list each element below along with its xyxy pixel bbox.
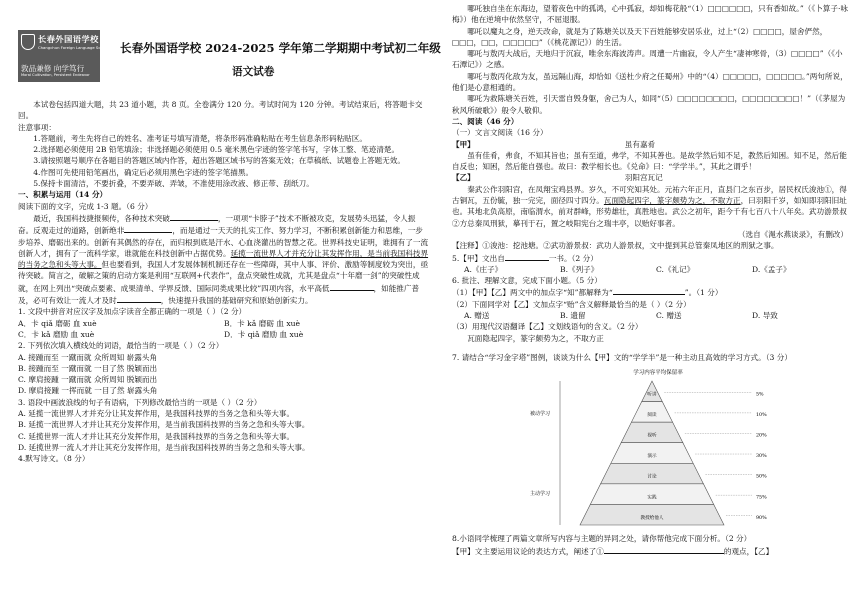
question-6-3: （3）用现代汉语翻译【乙】文划线语句的含义。（2 分） (452, 322, 643, 332)
pyramid-level-pct: 10% (756, 413, 767, 419)
section1-heading: 一、积累与运用（14 分） (18, 190, 108, 200)
pyramid-level-pct: 50% (756, 474, 767, 480)
question-1-options: A．卡 qiǎ 磨砺 血 xuè B．卡 kǎ 磨砺 血 xuè (18, 318, 300, 328)
pyramid-level-label: 讨论 (647, 474, 657, 480)
pyramid-side-bottom: 主动学习 (529, 491, 551, 498)
passage-yi-header: 【乙】 羽阳宫瓦记 (452, 173, 663, 183)
right-column (452, 3, 848, 557)
pyramid-level-label: 演示 (647, 454, 657, 460)
notice-2: 2.选择题必须使用 2B 铅笔填涂；非选择题必须使用 0.5 毫米黑色字迹的签字笔书写，字体工整、笔迹清楚。 (33, 145, 400, 155)
section1-lead: 阅读下面的文字，完成 1-3 题。（6 分） (18, 201, 153, 211)
q3-option-a: A. 延揽一流世界人才并充分让其发挥作用，是我国科技界的当务之急和头等大事。 (18, 409, 295, 419)
question-7: 7. 请结合“学习金字塔”图例，谈谈为什么【甲】文的“学学半”是一种主动且高效的学习方式。（3 分） (452, 352, 792, 362)
logo-motto: 敦品兼修 向学笃行 (21, 64, 85, 73)
pyramid-level (642, 381, 663, 402)
pyramid-title: 学习内容平均保留率 (633, 370, 683, 377)
q2-option-d: D. 摩肩接踵 一挥而就 一目了然 崭露头角 (18, 386, 158, 396)
notice-1: 1.答题前，考生先将自己的姓名、准考证号填写清楚，将条形码准确粘贴在考生信息条形码粘贴区。 (33, 133, 367, 143)
recite-1: 哪吒独自坐在东海边，望着夜色中的孤鸿，心中孤寂，却如梅花般“（1）□□□□□□，只有香如故。”（《卜算子·咏梅》）他在逆境中依然坚守，不屈退服。 (452, 4, 848, 25)
logo-sub: Changchun Foreign Language School (38, 45, 109, 50)
underlined-sentence: 瓦面隐起四字，篆字颇势为之，不取方正 (603, 196, 741, 206)
question-2: 2. 下列依次填入横线处的词语，最恰当的一项是（ ）（2 分） (18, 341, 224, 351)
pyramid-level-label: 听讲 (647, 392, 657, 398)
q2-option-c: C. 摩肩接踵 一蹴而就 众所周知 脱颖而出 (18, 375, 158, 385)
recite-3: 哪吒与敖丙大战后，天地归于沉寂，唯余东海波涛声。周遭一片幽寂，令人产生“凄神寒骨，（3）□□□□”（《小石潭记》）之感。 (452, 49, 843, 70)
passage-yi: 秦武公作羽阳宫，在凤翔宝鸡县界。岁久，不可究知其处。元祐六年正月，直县门之东百步，居民权氏浚池①，得古铜瓦，五份毓，独一完完，面径四寸四分。瓦面隐起四字，篆字颇势为之，不取方正，曰羽阳千岁，如知即羽阳旧址也。其地北负高原，南临渭水，前对群峰，形势雄壮，真胜地也。武公之初年，距今千有七百八十八年矣。武功游景叔②方总秦凤刑狱，摹刊于石，置之岐阳宪台之瑞丰亭，以贻好事者。 (452, 184, 847, 228)
question-6: 6. 批注、理解文意，完成下面小题。（5 分） (452, 276, 602, 286)
learning-pyramid-svg (452, 365, 848, 533)
question-6-3-sentence: 瓦面隐起四字，篆字颇势为之，不取方正 (467, 333, 604, 343)
pyramid-level (621, 422, 683, 443)
question-8: 8.小语同学梳理了两篇文章所写内容与主题的异同之处，请你帮他完成下面分析。（2 分） (452, 534, 752, 544)
passage-yi-source: （选自《渑水燕谈录》，有删改） (737, 229, 848, 239)
pyramid-side-top: 被动学习 (529, 411, 551, 418)
pyramid-level-pct: 20% (756, 433, 767, 439)
pyramid-level-label: 教授给他人 (640, 516, 664, 522)
notice-3: 3.请按照题号顺序在各题目的答题区域内作答，超出答题区域书写的答案无效；在草稿纸、试题卷上答题无效。 (33, 156, 405, 166)
notice-5: 5.保持卡面清洁，不要折叠，不要弄破、弄皱，不准使用涂改液、修正带、刮纸刀。 (33, 179, 314, 189)
passage: 最近，我国科技捷报频传，各种技术突破 ，一项项“卡脖子”技术不断被攻克，发展势头迅猛，令人振奋。反观走过的道路，创新绝非 ，而是通过一天天的扎实工作、努力学习，不断积累创新能力和思维，一步步培养、磨砺出来的。创新有其偶然的存在，而归根到底是汗水、心血浇灌出的智慧之花。世界科技史证明，谁拥有了一流创新人才，拥有了一流科学家，谁就能在科技创新中占据优势。延揽一流世界人才并充分让其发挥作用，是当前我国科技界的当务之急和头等大事。但也要看到，我国人才发展体制机制还存在一些障碍，其中人事、评价、激励等制度较为突出，亟待突破。简言之，破解之策的启动方案是利用“互联网+代表作”，盘点突破性成就，尤其是盘点“十年磨一剑”的突破性成就，在网上列出“突破点要素、成果清单、学界反馈、国际同类成果比较”四项内容，水平高低 ，如能推广普及，必可有效让一流人才及时 ，快速提升我国的基础研究和原始创新实力。 (18, 213, 429, 306)
notice-4: 4.作图可先使用铅笔画出，确定后必须用黑色字迹的签字笔描黑。 (33, 167, 254, 177)
q3-option-c: C. 延揽世界一流人才并让其充分发挥作用，是我国科技界的当务之急和头等大事。 (18, 431, 295, 441)
pyramid-level-pct: 90% (756, 516, 767, 522)
pyramid-level-label: 实践 (647, 495, 657, 501)
q2-option-a: A. 接踵而至 一蹴而就 众所周知 崭露头角 (18, 352, 158, 362)
logo-name: 长春外国语学校 (38, 34, 99, 44)
recite-2: 哪吒以魔丸之身，逆天改命，就是为了陈塘关以及天下百姓能够安居乐业，过上“（2）□□□□，屋舍俨然，□□□，□□，□□□□□”（《桃花源记》）的生活。 (452, 26, 828, 47)
school-logo (18, 30, 109, 82)
question-6-2-options: A. 赠送 B. 遗留 C. 赠送 D. 导致 (464, 311, 778, 321)
section2-sub: （一）文言文阅读（16 分） (452, 128, 548, 138)
pyramid-level (580, 505, 724, 526)
pyramid-level (601, 463, 704, 484)
pyramid-level-pct: 5% (756, 392, 764, 398)
school-crest-icon (21, 34, 35, 50)
passage-jia: 虽有佳肴，弗食，不知其旨也；虽有至道，弗学，不知其善也。是故学然后知不足，教然后知困。知不足，然后能自反也；知困，然后能自强也。故曰：教学相长也。《兑命》曰：“学学半。”，其此之谓乎！ (452, 150, 847, 172)
question-3: 3. 语段中画波浪线的句子有语病，下列修改最恰当的一项是（ ）（2 分） (18, 397, 262, 407)
question-5-options: A.《庄子》 B.《列子》 C.《礼记》 D.《孟子》 (464, 264, 791, 274)
section2-heading: 二、阅读（46 分） (452, 116, 519, 126)
q3-option-d: D. 延揽世界一流人才并让其充分发挥作用，是当前我国科技界的当务之急和头等大事。 (18, 442, 310, 452)
notes: 【注释】①浚池：挖池塘。②武功游景叔：武功人游景叔，文中提到其总管秦凤地区的刑狱之事。 (452, 241, 779, 251)
notice-title: 注意事项： (18, 122, 56, 132)
recite-5: 哪吒为救陈塘关百姓，引天雷自毁身躯，舍己为人，如同“（5）□□□□□□□□，□□□□□□□□！”（《茅屋为秋风所破歌》）般令人敬仰。 (452, 94, 846, 115)
question-4: 4.默写诗文。（8 分） (18, 454, 90, 464)
intro-text: 本试卷包括四道大题，共 23 道小题，共 8 页。全卷满分 120 分。考试时间为 120 分钟。考试结束后，将答题卡交回。 (18, 100, 423, 121)
pyramid-level-pct: 30% (756, 454, 767, 460)
logo-motto-sub: Moral Cultivation, Persistent Endeavor (21, 73, 90, 77)
wavy-sentence: 延揽一流世界人才并充分让其发挥作用，是当前我国科技界的当务之急和头等大事。 (18, 248, 429, 270)
pyramid-level (590, 484, 713, 505)
recite-4: 哪吒与敖丙化敌为友，虽远隔山海，却恰如《送杜少府之任蜀州》中的“（4）□□□□□，□□□□□。”两句所说，他们是心意相通的。 (452, 71, 848, 93)
q2-option-b: B. 接踵而至 一蹴而就 一目了然 脱颖而出 (18, 363, 158, 373)
question-5: 5.【甲】文出自 一书。（2 分） (452, 253, 598, 263)
exam-title: 长春外国语学校 2024-2025 学年第二学期期中考试初二年级 (120, 41, 441, 55)
pyramid-level-label: 阅读 (647, 413, 657, 419)
exam-subtitle: 语文试卷 (232, 66, 275, 78)
passage-jia-header: 【甲】 虽有嘉肴 (452, 139, 656, 149)
learning-pyramid (452, 365, 848, 533)
q3-option-b: B. 延揽一流世界人才并让其充分发挥作用，是当前我国科技界的当务之急和头等大事。 (18, 420, 310, 430)
question-8-line: 【甲】文主要运用议论的表达方式，阐述了① 的观点，【乙】 (452, 546, 774, 556)
pyramid-level-label: 视听 (647, 433, 657, 439)
question-6-2: （2）下面同学对【乙】文加点字“贻”含义解释最恰当的是（ ）（2 分） (452, 299, 691, 309)
pyramid-level (611, 443, 693, 464)
pyramid-level-pct: 75% (756, 495, 767, 501)
pyramid-level (631, 402, 672, 423)
question-1: 1. 文段中拼音对应汉字及加点字读音全都正确的一项是（ ）（2 分） (18, 307, 247, 317)
left-column: 本试卷包括四道大题，共 23 道小题，共 8 页。全卷满分 120 分。考试时间为 120 分钟。考试结束后，将答题卡交回。 注意事项： 1.答题前，考生先将自己的姓名、准考证号填写清楚，将条形码准确粘贴在考生信息条形码粘贴区。 2.选择题必须使用 2B 铅笔填涂；非选择题必须使用 0.5 毫米黑色字迹的签字笔书写，字体工整、笔迹清楚。 3.请按照题号顺序在各题目的答题区域内作答，超出答题区域书写的答案无效；在草稿纸、试题卷上答题无效。 4.作图可先使用铅笔画出，确定后必须用黑色字迹的签字笔描黑。 5.保持卡面清洁，不要折叠，不要弄破、弄皱，不准使用涂改液、修正带、刮纸刀。 一、积累与运用（14 分） 阅读下面的文字，完成 1-3 题。（6 分） 最近，我国科技捷报频传，各种技术突破 ，一项项“卡脖子”技术不断被攻克，发展势头迅猛，令人振奋。反观走过的道路，创新绝非 ，而是通过一天天的扎实工作、努力学习，不断积累创新能力和思维，一步步培养、磨砺出来的。创新有其偶然的存在，而归根到底是汗水、心血浇灌出的智慧之花。世界科技史证明，谁拥有了一流创新人才，拥有了一流科学家，谁就能在科技创新中占据优势。延揽一流世界人才并充分让其发挥作用，是当前我国科技界的当务之急和头等大事。但也要看到，我国人才发展体制机制还存在一些障碍，其中人事、评价、激励等制度较为突出，亟待突破。简言之，破解之策的启动方案是利用“互联网+代表作”，盘点突破性成就，尤其是盘点“十年磨一剑”的突破性成就，在网上列出“突破点要素、成果清单、学界反馈、国际同类成果比较”四项内容，水平高低 ，如能推广普及，必可有效让一流人才及时 ，快速提升我国的基础研究和原始创新实力。 1. 文段中拼音对应汉字及加点字读音全都正确的一项是（ ）（2 分） A．卡 qiǎ 磨砺 血 xuè B．卡 kǎ 磨砺 血 xuè C．卡 kǎ 磨励 血 xuè D．卡 qiǎ 磨励 血 xuè 2. 下列依次填入横线处的词语，最恰当的一项是（ ）（2 分） A. 接踵而至 一蹴而就 众所周知 崭露头角 B. 接踵而至 一蹴而就 一目了然 脱颖而出 C. 摩肩接踵 一蹴而就 众所周知 脱颖而出 D. 摩肩接踵 一挥而就 一目了然 崭露头角 3. 语段中画波浪线的句子有语病，下列修改最恰当的一项是（ ）（2 分） A. 延揽一流世界人才并充分让其发挥作用，是我国科技界的当务之急和头等大事。 B. 延揽一流世界人才并让其充分发挥作用，是当前我国科技界的当务之急和头等大事。 C. 延揽世界一流人才并让其充分发挥作用，是我国科技界的当务之急和头等大事。 D. 延揽世界一流人才并让其充分发挥作用，是当前我国科技界的当务之急和头等大事。 4.默写诗文。（8 分） (18, 100, 429, 464)
question-6-1: （1）【甲】【乙】两文中的加点字“知”都解释为“ ”。（1 分） (452, 288, 723, 298)
